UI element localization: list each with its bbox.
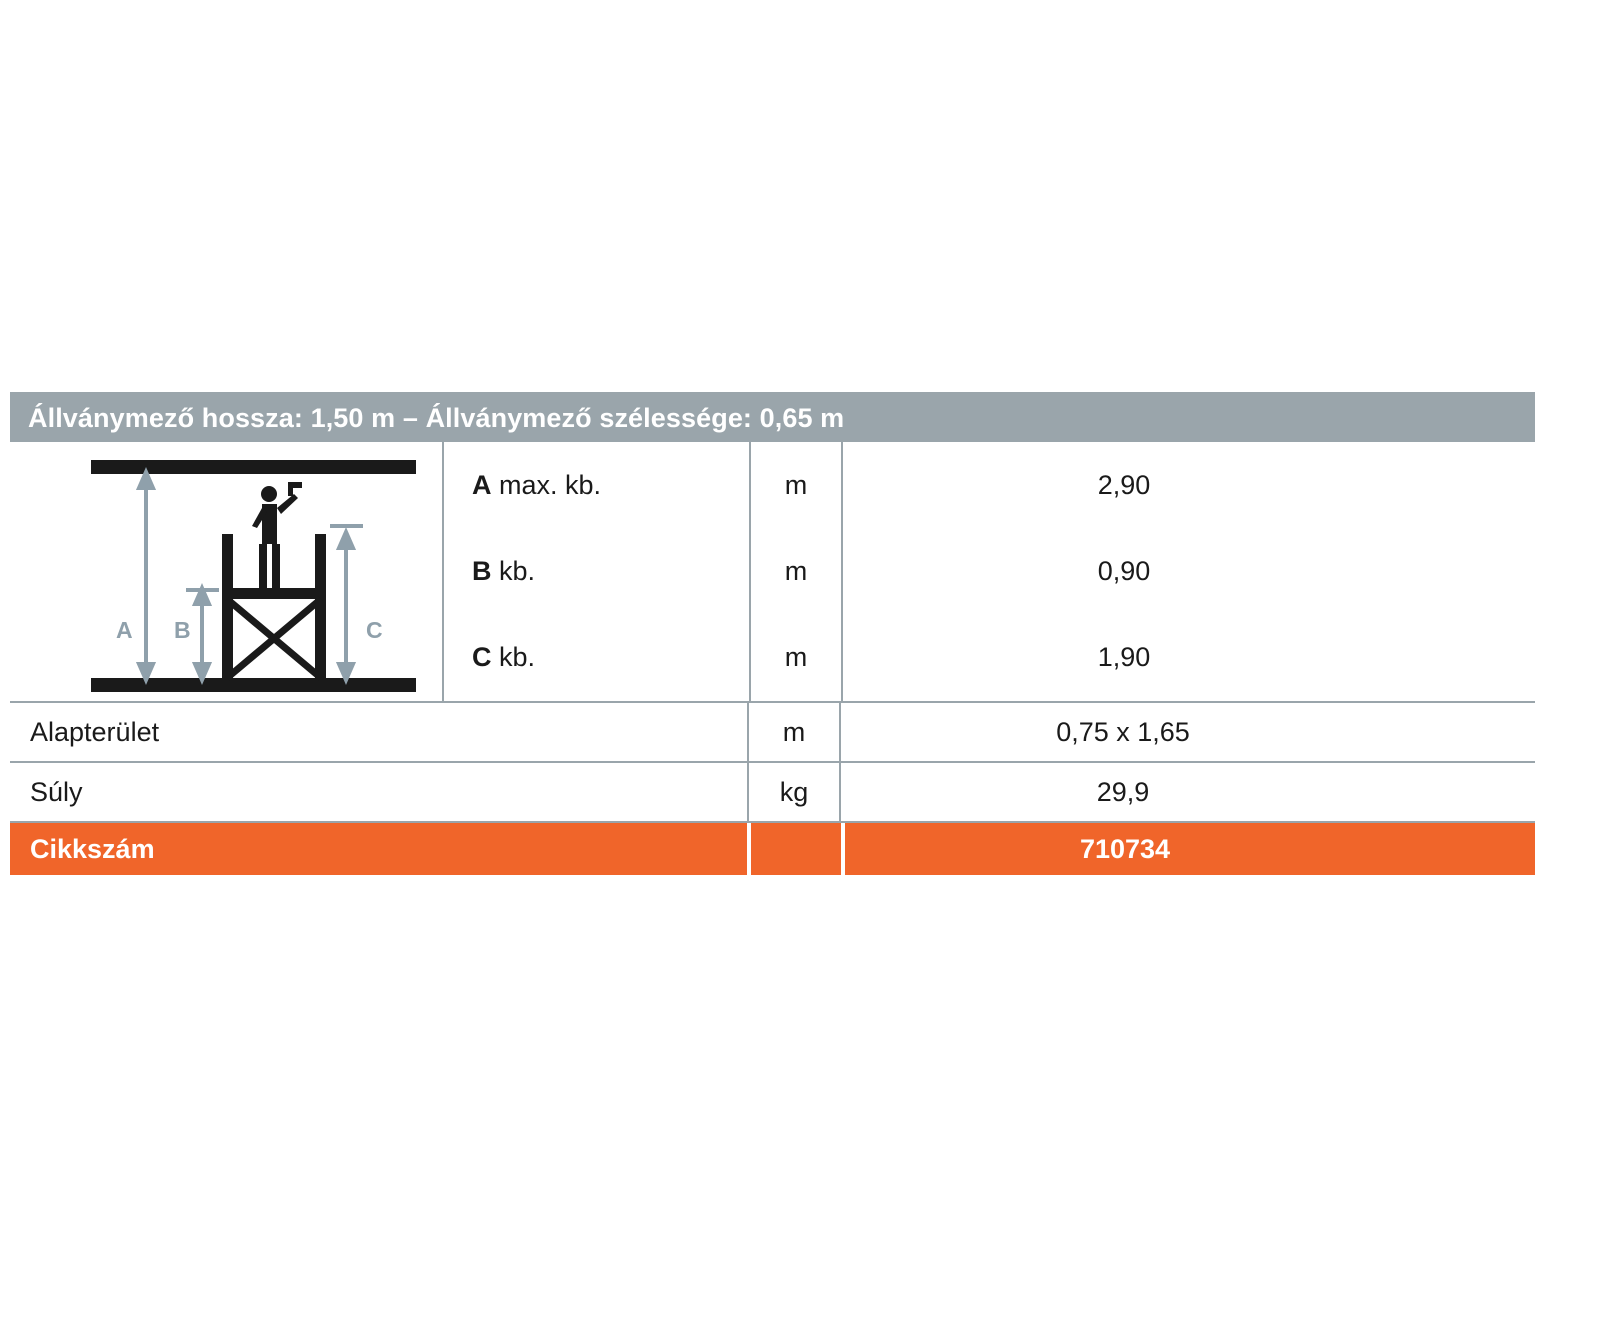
dimension-desc-a: max. kb. <box>491 469 602 500</box>
scaffold-dimension-diagram <box>26 456 426 701</box>
article-number-label: Cikkszám <box>10 823 747 875</box>
dimension-key-b: B <box>472 555 492 586</box>
base-area-label: Alapterület <box>30 716 160 747</box>
weight-unit: kg <box>747 763 841 821</box>
table-row <box>444 528 1535 614</box>
figure-label-a: A <box>116 617 133 643</box>
dimensions-block <box>10 442 1535 703</box>
dimension-desc-c: kb. <box>491 642 536 673</box>
table-header-title: Állványmező hossza: 1,50 m – Állványmező szélessége: 0,65 m <box>10 392 1535 442</box>
dimension-label-a <box>444 470 749 501</box>
dimension-label-c <box>444 642 749 673</box>
article-number-row <box>10 823 1535 875</box>
dimension-key-a: A <box>472 469 492 500</box>
table-body <box>10 442 1535 875</box>
figure-label-c: C <box>366 617 383 643</box>
table-row <box>10 763 1535 823</box>
dimension-key-c: C <box>472 642 492 673</box>
figure-label-b: B <box>174 617 191 643</box>
dimension-value-b: 0,90 <box>1097 555 1151 586</box>
weight-label: Súly <box>30 776 83 807</box>
dimension-unit-c: m <box>749 615 843 701</box>
specification-table <box>10 392 1535 875</box>
dimension-unit-b: m <box>749 528 843 614</box>
base-area-unit: m <box>747 703 841 761</box>
weight-value: 29,9 <box>1096 776 1150 807</box>
dimension-label-b <box>444 556 749 587</box>
article-number-unit <box>747 823 845 875</box>
article-number-value: 710734 <box>845 823 1535 875</box>
figure-cell <box>10 442 444 701</box>
base-area-value: 0,75 x 1,65 <box>1056 716 1190 747</box>
dimension-value-c: 1,90 <box>1097 642 1151 673</box>
dimension-value-a: 2,90 <box>1097 469 1151 500</box>
table-row <box>444 615 1535 701</box>
dimension-unit-a: m <box>749 442 843 528</box>
table-row <box>10 703 1535 763</box>
dimension-desc-b: kb. <box>491 555 536 586</box>
table-row <box>444 442 1535 528</box>
dimension-rows <box>444 442 1535 701</box>
